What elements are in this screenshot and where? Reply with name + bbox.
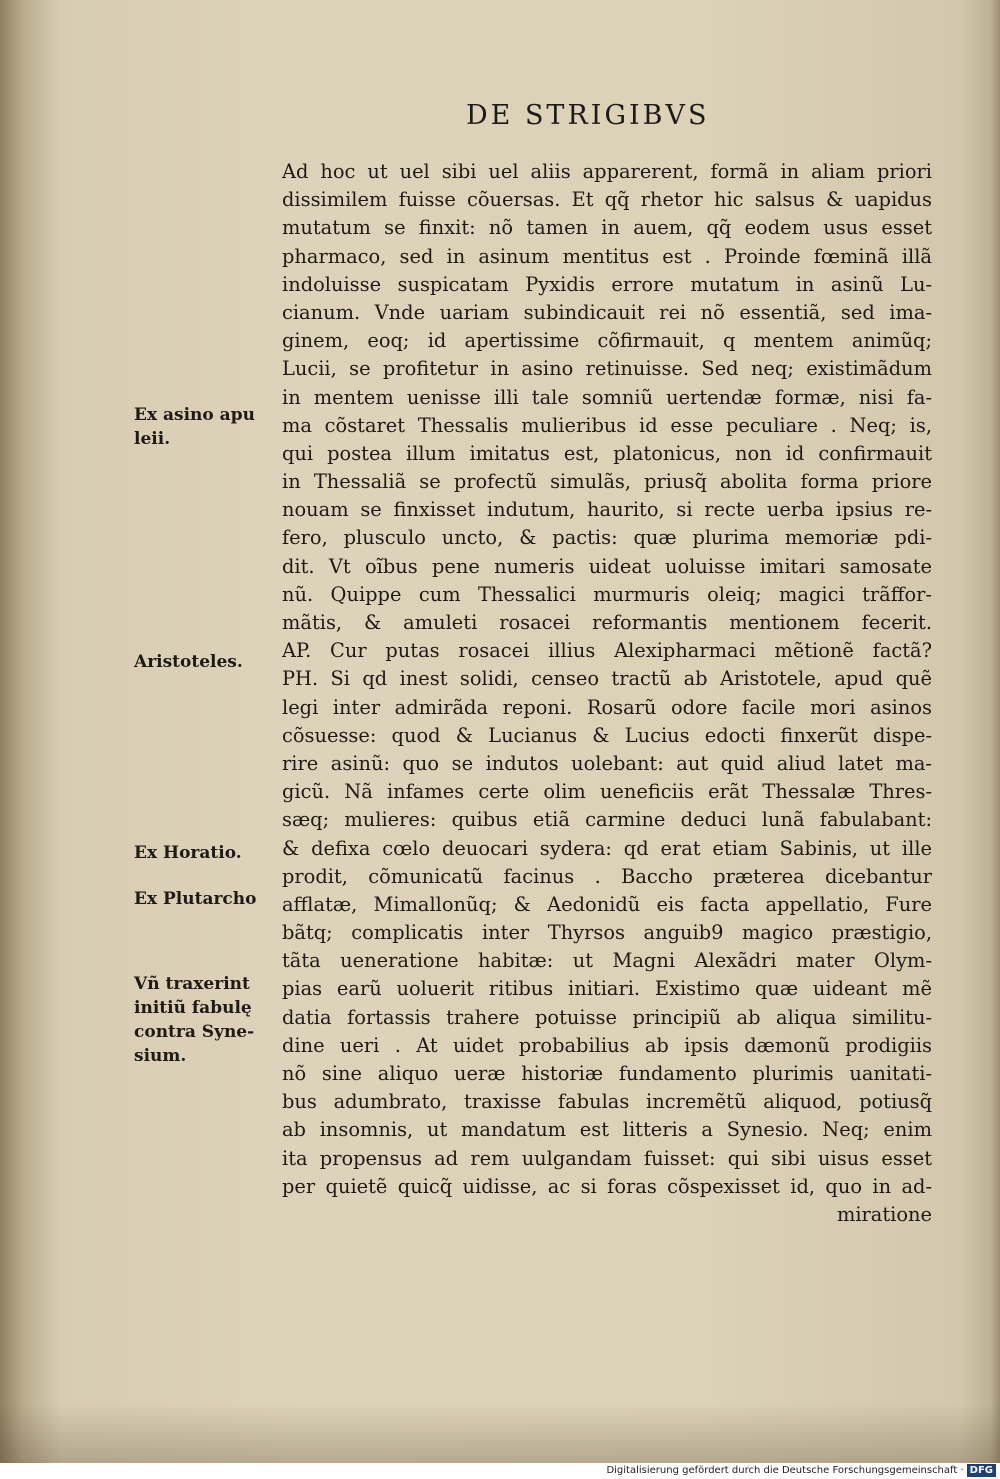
text-line: Ad hoc ut uel sibi uel aliis apparerent, formã in aliam priori xyxy=(282,160,932,183)
text-line: dissimilem fuisse cõuersas. Et qq̃ rhetor hic salsus & uapidus xyxy=(282,188,932,212)
digitization-footer xyxy=(0,1463,1000,1479)
text-line: Lucii, se profitetur in asino retinuisse. Sed neq; existimãdum xyxy=(282,357,932,381)
text-line: in Thessaliã se profectũ simulãs, priusq̃ abolita forma priore xyxy=(282,470,932,494)
text-line: fero, plusculo uncto, & pactis: quæ plurima memoriæ pdi- xyxy=(282,526,932,550)
text-line: legi inter admirãda reponi. Rosarũ odore facile mori asinos xyxy=(282,695,932,719)
text-line: mutatum se finxit: nõ tamen in auem, qq̃ eodem usus esset xyxy=(282,216,932,240)
text-line: afflatæ, Mimallonũq; & Aedonidũ eis facta appellatio, Fure xyxy=(282,892,932,916)
text-line: nũ. Quippe cum Thessalici murmuris oleiq; magici trãffor- xyxy=(282,582,932,606)
margin-note-line: Ex asino apu xyxy=(134,405,255,425)
text-line: bus adumbrato, traxisse fabulas incremẽtũ aliquod, potiusq̃ xyxy=(282,1090,932,1114)
dfg-logo: DFG xyxy=(967,1464,996,1477)
text-line: dit. Vt oĩbus pene numeris uideat uoluisse imitari samosate xyxy=(282,554,932,578)
text-line: cianum. Vnde uariam subindicauit rei nõ essentiã, sed ima- xyxy=(282,300,932,324)
running-head: DE STRIGIBVS xyxy=(466,100,710,131)
text-line: mãtis, & amuleti rosacei reformantis mentionem fecerit. xyxy=(282,611,932,634)
text-line: PH. Si qd inest solidi, censeo tractũ ab Aristotele, apud quẽ xyxy=(282,667,932,691)
text-line: bãtq; complicatis inter Thyrsos anguib9 magico præstigio, xyxy=(282,921,932,945)
margin-note-line: Aristoteles. xyxy=(134,652,243,672)
margin-note-line: Ex Horatio. xyxy=(134,843,242,863)
text-line: nouam se finxisset indutum, haurito, si recte uerba ipsius re- xyxy=(282,498,932,522)
text-line: datia fortassis trahere potuisse principiũ ab aliqua similitu- xyxy=(282,1005,932,1029)
margin-note-horatio xyxy=(134,841,284,865)
text-line: & defixa cœlo deuocari sydera: qd erat etiam Sabinis, ut ille xyxy=(282,836,932,860)
text-line: indoluisse suspicatam Pyxidis errore mutatum in asinũ Lu- xyxy=(282,272,932,296)
text-line: ab insomnis, ut mandatum est litteris a Synesio. Neq; enim xyxy=(282,1118,932,1142)
margin-note-plutarcho xyxy=(134,887,284,911)
text-line: gicũ. Nã infames certe olim ueneficiis erãt Thessalæ Thres- xyxy=(282,780,932,804)
margin-note-line: contra Syne- xyxy=(134,1022,255,1042)
text-line: ma cõstaret Thessalis mulieribus id esse peculiare . Neq; is, xyxy=(282,413,932,437)
text-line: sæq; mulieres: quibus etiã carmine deduci lunã fabulabant: xyxy=(282,808,932,832)
text-line: ginem, eoq; id apertissime cõfirmauit, q mentem animũq; xyxy=(282,329,932,353)
margin-note-aristoteles xyxy=(134,650,284,674)
margin-note-line: initiũ fabulę xyxy=(134,998,252,1018)
margin-note-line: Ex Plutarcho xyxy=(134,889,257,909)
margin-note-line: Vñ traxerint xyxy=(134,974,250,994)
text-line: prodit, cõmunicatũ facinus . Baccho præterea dicebantur xyxy=(282,864,932,888)
body-text xyxy=(282,158,932,1229)
text-line: cõsuesse: quod & Lucianus & Lucius edocti finxerũt dispe- xyxy=(282,723,932,747)
text-line: AP. Cur putas rosacei illius Alexipharmaci mẽtionẽ factã? xyxy=(282,639,932,663)
text-line: nõ sine aliquo ueræ historiæ fundamento plurimis uanitati- xyxy=(282,1062,932,1085)
margin-note-line: leii. xyxy=(134,429,171,449)
text-line: in mentem uenisse illi tale somniũ uertendæ formæ, nisi fa- xyxy=(282,385,932,409)
margin-note-asino xyxy=(134,403,284,451)
text-line: rire asinũ: quo se indutos uolebant: aut quid aliud latet ma- xyxy=(282,751,932,775)
text-line: ita propensus ad rem uulgandam fuisset: qui sibi uisus esset xyxy=(282,1146,932,1170)
text-line: pias earũ uoluerit ritibus initiari. Existimo quæ uideant mẽ xyxy=(282,977,932,1001)
text-line: qui postea illum imitatus est, platonicus, non id confirmauit xyxy=(282,441,932,465)
margin-note-line: sium. xyxy=(134,1046,187,1066)
text-line: tãta ueneratione habitæ: ut Magni Alexãdri mater Olym- xyxy=(282,949,932,973)
text-line: dine ueri . At uidet probabilius ab ipsis dæmonũ prodigiis xyxy=(282,1033,932,1057)
margin-note-synesium xyxy=(134,972,284,1068)
text-line: per quietẽ quicq̃ uidisse, ac si foras cõspexisset id, quo in ad- xyxy=(282,1174,932,1198)
text-line: pharmaco, sed in asinum mentitus est . Proinde fœminã illã xyxy=(282,244,932,268)
footer-text: Digitalisierung gefördert durch die Deutsche Forschungsgemeinschaft · xyxy=(606,1465,964,1476)
text-line: miratione xyxy=(836,1202,932,1226)
